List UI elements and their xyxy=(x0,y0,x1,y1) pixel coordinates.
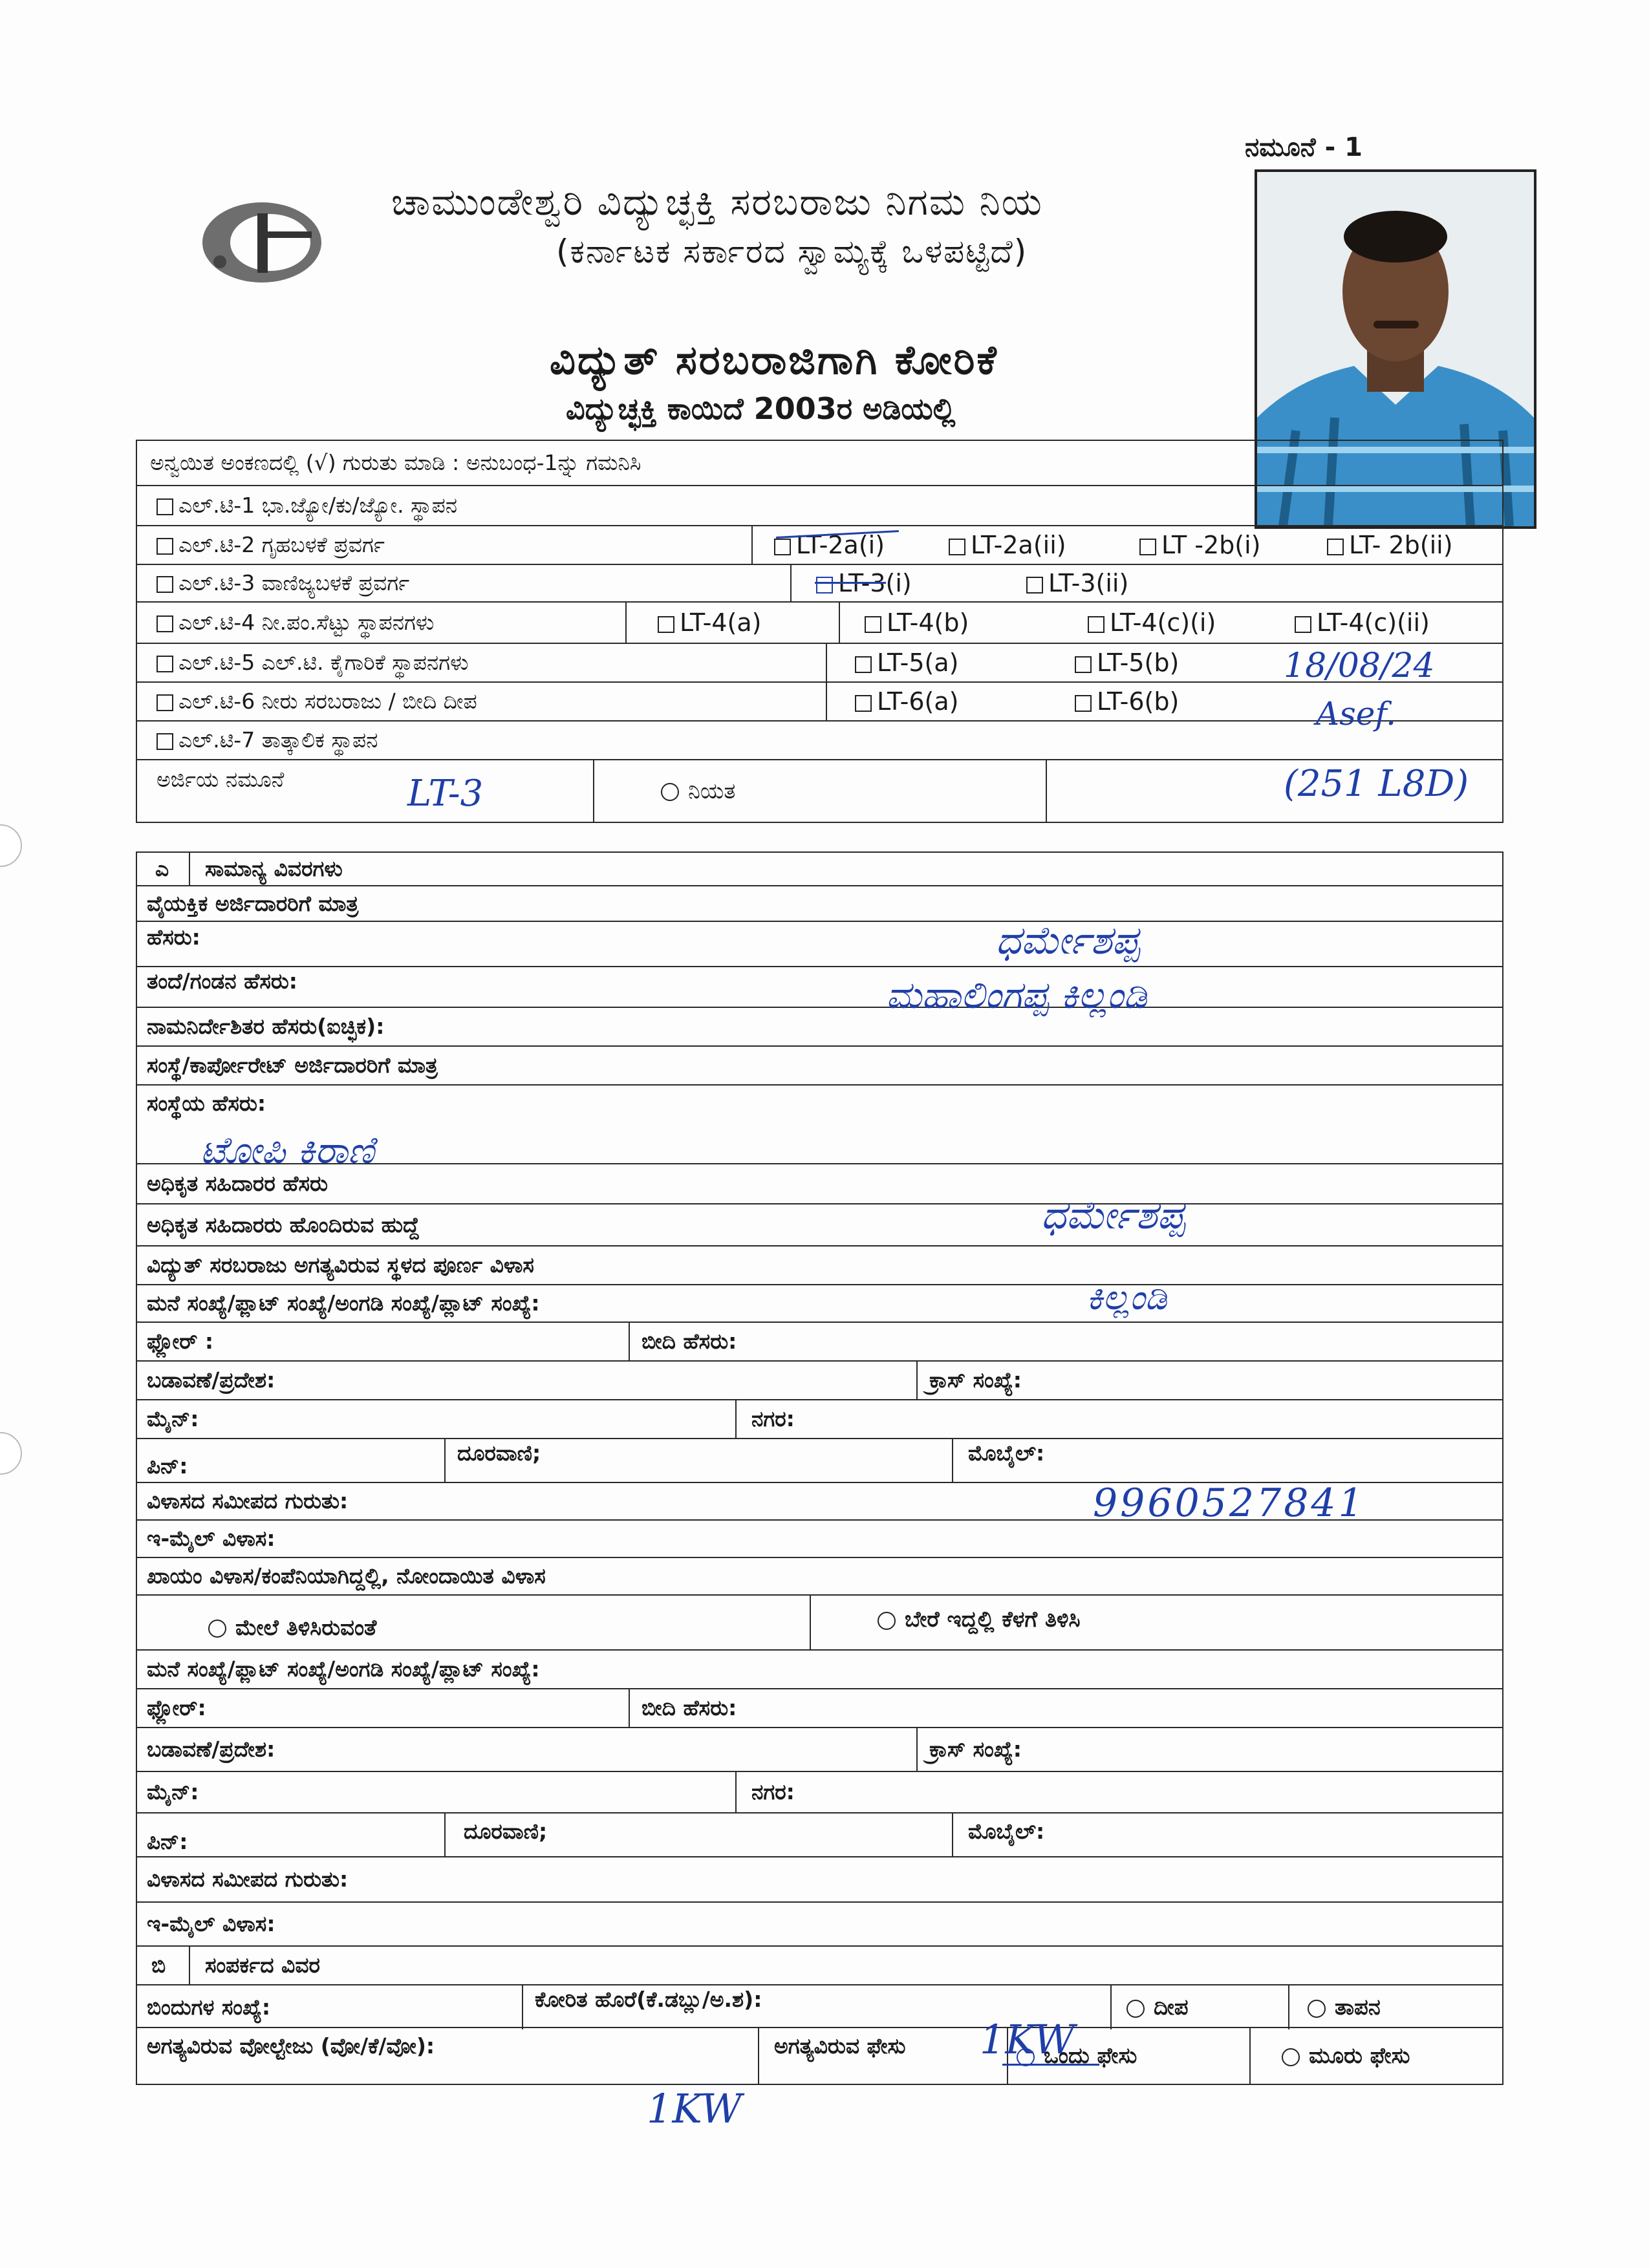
request-title: ವಿದ್ಯುತ್ ಸರಬರಾಜಿಗಾಗಿ ಕೋರಿಕೆ xyxy=(550,336,998,383)
auth-signatory-label: ಅಧಿಕೃತ ಸಹಿದಾರರ ಹೆಸರು xyxy=(147,1171,328,1196)
same-as-above-radio[interactable] xyxy=(208,1620,226,1638)
handwritten-name: ಧರ್ಮೇಶಪ್ಪ xyxy=(996,918,1140,963)
category-label: ಎಲ್.ಟಿ-2 ಗೃಹಬಳಕೆ ಪ್ರವರ್ಗ xyxy=(178,532,385,557)
strike-mark xyxy=(815,582,886,584)
category-label: ಎಲ್.ಟಿ-3 ವಾಣಿಜ್ಯಬಳಕೆ ಪ್ರವರ್ಗ xyxy=(178,570,410,595)
load-label: ಕೋರಿತ ಹೊರೆ(ಕೆ.ಡಬ್ಲು/ಅ.ಶ): xyxy=(535,1987,762,2012)
corporate-heading: ಸಂಸ್ಥೆ/ಕಾರ್ಪೋರೇಟ್ ಅರ್ಜಿದಾರರಿಗೆ ಮಾತ್ರ xyxy=(147,1053,438,1078)
three-phase-label: ಮೂರು ಫೇಸು xyxy=(1309,2043,1410,2069)
option-label: LT-2a(ii) xyxy=(971,531,1066,559)
city-label-2: ನಗರ: xyxy=(751,1779,795,1804)
lt7-checkbox[interactable] xyxy=(156,733,173,750)
single-phase-label: ಒಂದು ಫೇಸು xyxy=(1044,2043,1137,2069)
lt2bii-checkbox[interactable] xyxy=(1327,539,1344,555)
lt2bi-checkbox[interactable] xyxy=(1139,539,1156,555)
handwritten-mobile: 9960527841 xyxy=(1093,1481,1366,1526)
email-label-2: ಇ-ಮೈಲ್ ವಿಳಾಸ: xyxy=(147,1911,275,1936)
email-label: ಇ-ಮೈಲ್ ವಿಳಾಸ: xyxy=(147,1526,275,1551)
request-subtitle: ವಿದ್ಯುಚ್ಛಕ್ತಿ ಕಾಯಿದೆ 2003ರ ಅಡಿಯಲ್ಲಿ xyxy=(566,391,956,426)
section-b-header xyxy=(137,1947,1502,1985)
street-label-2: ಬೀದಿ ಹೆಸರು: xyxy=(641,1695,737,1720)
cross-label-2: ಕ್ರಾಸ್ ಸಂಖ್ಯೆ: xyxy=(929,1737,1022,1762)
auth-position-label: ಅಧಿಕೃತ ಸಹಿದಾರರು ಹೊಂದಿರುವ ಹುದ್ದೆ xyxy=(147,1212,420,1237)
floor-label-2: ಫ್ಲೋರ್: xyxy=(147,1695,206,1720)
permanent-address-label: ಖಾಯಂ ವಿಳಾಸ/ಕಂಪೆನಿಯಾಗಿದ್ದಲ್ಲಿ, ನೋಂದಾಯಿತ ವಿಳಾಸ xyxy=(147,1563,546,1589)
option-label: LT-4(a) xyxy=(680,608,762,637)
phase-label: ಅಗತ್ಯವಿರುವ ಫೇಸು xyxy=(774,2033,906,2059)
layout-label-2: ಬಡಾವಣೆ/ಪ್ರದೇಶ: xyxy=(147,1737,275,1762)
lt5-checkbox[interactable] xyxy=(156,656,173,672)
handwritten-auth-signatory: ಧರ್ಮೇಶಪ್ಪ xyxy=(1041,1193,1185,1238)
three-phase-radio[interactable] xyxy=(1282,2048,1300,2066)
lt3i-checkbox[interactable] xyxy=(816,577,833,594)
instruction-row xyxy=(137,441,1502,486)
category-row-lt1 xyxy=(137,486,1502,526)
phone-label-2: ದೂರವಾಣಿ; xyxy=(464,1819,548,1844)
option-label: LT-5(b) xyxy=(1097,648,1180,677)
section-b-letter: ಬಿ xyxy=(151,1952,166,1978)
logo-icon xyxy=(194,194,330,291)
pin-label: ಪಿನ್: xyxy=(147,1453,188,1479)
form-number: ನಮೂನೆ - 1 xyxy=(1245,133,1363,162)
option-label: LT -2b(i) xyxy=(1161,531,1261,559)
handwritten-load: 1KW xyxy=(980,2016,1075,2063)
org-title: ಚಾಮುಂಡೇಶ್ವರಿ ವಿದ್ಯುಚ್ಛಕ್ತಿ ಸರಬರಾಜು ನಿಗಮ ನಿಯ xyxy=(391,180,1043,224)
connection-row xyxy=(137,1985,1502,2029)
option-label: LT- 2b(ii) xyxy=(1349,531,1453,559)
voltage-phase-row xyxy=(136,2027,1503,2085)
mobile-label-2: ಮೊಬೈಲ್: xyxy=(968,1819,1045,1844)
handwritten-voltage: 1KW xyxy=(647,2085,742,2132)
section-a-letter: ಎ xyxy=(155,856,169,881)
lt4a-checkbox[interactable] xyxy=(658,616,674,633)
lt1-checkbox[interactable] xyxy=(156,498,173,515)
street-label: ಬೀದಿ ಹೆಸರು: xyxy=(641,1329,737,1354)
category-row-lt2 xyxy=(137,526,1502,565)
regular-label: ನಿಯತ xyxy=(688,778,736,804)
regular-radio[interactable] xyxy=(661,783,679,801)
org-subtitle: (ಕರ್ನಾಟಕ ಸರ್ಕಾರದ ಸ್ವಾಮ್ಯಕ್ಕೆ ಒಳಪಟ್ಟಿದೆ) xyxy=(556,233,1028,270)
lt5a-checkbox[interactable] xyxy=(855,656,872,673)
nominee-label: ನಾಮನಿರ್ದೇಶಿತರ ಹೆಸರು(ಐಚ್ಛಿಕ): xyxy=(147,1014,385,1039)
handwritten-father-name: ಮಹಾಲಿಂಗಪ್ಪ ಕಿಲ್ಲಂಡಿ xyxy=(886,973,1147,1017)
handwritten-org-name: ಟೋಪಿ ಕಿರಾಣಿ xyxy=(200,1128,374,1172)
section-a-header xyxy=(137,853,1502,886)
other-address-label: ಬೇರೆ ಇದ್ದಲ್ಲಿ ಕೆಳಗೆ ತಿಳಿಸಿ xyxy=(905,1607,1081,1633)
category-label: ಎಲ್.ಟಿ-5 ಎಲ್.ಟಿ. ಕೈಗಾರಿಕೆ ಸ್ಥಾಪನಗಳು xyxy=(178,650,469,675)
option-label: LT-4(b) xyxy=(887,608,969,637)
option-label: LT-6(b) xyxy=(1097,687,1180,716)
handwritten-address: ಕಿಲ್ಲಂಡಿ xyxy=(1086,1277,1167,1318)
application-type-label: ಅರ್ಜಿಯ ನಮೂನೆ xyxy=(156,767,285,792)
instruction-text: ಅನ್ವಯಿತ ಅಂಕಣದಲ್ಲಿ (√) ಗುರುತು ಮಾಡಿ : ಅನುಬಂಧ-1ನ್ನು ಗಮನಿಸಿ xyxy=(150,450,641,475)
handwritten-signature: Asef. xyxy=(1316,695,1396,733)
category-row-lt4 xyxy=(137,603,1502,644)
section-a xyxy=(136,851,1503,2028)
handwritten-date: 18/08/24 xyxy=(1284,647,1435,685)
lt6a-checkbox[interactable] xyxy=(855,695,872,712)
lt4ci-checkbox[interactable] xyxy=(1088,616,1105,633)
name-label: ಹೆಸರು: xyxy=(147,925,200,950)
floor-label: ಫ್ಲೋರ್ : xyxy=(147,1329,214,1354)
lt5b-checkbox[interactable] xyxy=(1075,656,1092,673)
other-address-radio[interactable] xyxy=(878,1612,896,1630)
option-label: LT-3(i) xyxy=(838,569,912,597)
lt6b-checkbox[interactable] xyxy=(1075,695,1092,712)
lt4b-checkbox[interactable] xyxy=(865,616,881,633)
category-label: ಎಲ್.ಟಿ-7 ತಾತ್ಕಾಲಿಕ ಸ್ಥಾಪನ xyxy=(178,727,378,753)
heat-label: ತಾಪನ xyxy=(1335,1995,1381,2020)
main-label: ಮೈನ್: xyxy=(147,1406,199,1431)
house-no-label-2: ಮನೆ ಸಂಖ್ಯೆ/ಫ್ಲಾಟ್ ಸಂಖ್ಯೆ/ಅಂಗಡಿ ಸಂಖ್ಯೆ/ಪ್ಲಾಟ್ ಸಂಖ್ಯೆ: xyxy=(147,1656,540,1682)
section-a-title: ಸಾಮಾನ್ಯ ವಿವರಗಳು xyxy=(205,856,343,881)
house-no-label: ಮನೆ ಸಂಖ್ಯೆ/ಫ್ಲಾಟ್ ಸಂಖ್ಯೆ/ಅಂಗಡಿ ಸಂಖ್ಯೆ/ಪ್ಲಾಟ್ ಸಂಖ್ಯೆ: xyxy=(147,1290,540,1316)
light-label: ದೀಪ xyxy=(1154,1995,1189,2020)
light-radio[interactable] xyxy=(1126,2000,1145,2018)
lt3-checkbox[interactable] xyxy=(156,576,173,593)
option-label: LT-3(ii) xyxy=(1048,569,1129,597)
handwritten-application-type: LT-3 xyxy=(407,773,484,815)
heat-radio[interactable] xyxy=(1308,2000,1326,2018)
section-b-title: ಸಂಪರ್ಕದ ವಿವರ xyxy=(205,1952,320,1978)
father-name-label: ತಂದೆ/ಗಂಡನ ಹೆಸರು: xyxy=(147,968,297,994)
option-label: LT-6(a) xyxy=(877,687,959,716)
same-as-above-label: ಮೇಲೆ ತಿಳಿಸಿರುವಂತೆ xyxy=(235,1614,377,1641)
option-label: LT-4(c)(i) xyxy=(1110,608,1216,637)
voltage-label: ಅಗತ್ಯವಿರುವ ವೋಲ್ಟೇಜು (ವೋ/ಕೆ/ವೋ): xyxy=(147,2033,435,2059)
points-label: ಬಿಂದುಗಳ ಸಂಖ್ಯೆ: xyxy=(147,1995,271,2020)
individual-heading: ವೈಯಕ್ತಿಕ ಅರ್ಜಿದಾರರಿಗೆ ಮಾತ್ರ xyxy=(147,890,359,916)
category-label: ಎಲ್.ಟಿ-6 ನೀರು ಸರಬರಾಜು / ಬೀದಿ ದೀಪ xyxy=(178,689,477,714)
category-label: ಎಲ್.ಟಿ-4 ನೀ.ಪಂ.ಸೆಟ್ಟು ಸ್ಥಾಪನಗಳು xyxy=(178,610,435,635)
option-label: LT-2a(i) xyxy=(796,531,885,559)
phone-label: ದೂರವಾಣಿ; xyxy=(457,1440,541,1466)
org-name-label: ಸಂಸ್ಥೆಯ ಹೆಸರು: xyxy=(147,1091,266,1116)
cross-label: ಕ್ರಾಸ್ ಸಂಖ್ಯೆ: xyxy=(929,1367,1022,1393)
landmark-label: ವಿಳಾಸದ ಸಮೀಪದ ಗುರುತು: xyxy=(147,1488,349,1514)
option-label: LT-5(a) xyxy=(877,648,959,677)
strike-mark xyxy=(1002,2064,1099,2066)
category-row-lt7 xyxy=(137,722,1502,760)
landmark-label-2: ವಿಳಾಸದ ಸಮೀಪದ ಗುರುತು: xyxy=(147,1867,349,1892)
lt2-checkbox[interactable] xyxy=(156,538,173,555)
lt2aii-checkbox[interactable] xyxy=(949,539,965,555)
mobile-label: ಮೊಬೈಲ್: xyxy=(968,1440,1045,1466)
lt3ii-checkbox[interactable] xyxy=(1026,577,1043,594)
lt2ai-checkbox[interactable] xyxy=(774,539,791,555)
category-row-lt3 xyxy=(137,565,1502,603)
lt4-checkbox[interactable] xyxy=(156,615,173,632)
pin-label-2: ಪಿನ್: xyxy=(147,1829,188,1854)
layout-label: ಬಡಾವಣೆ/ಪ್ರದೇಶ: xyxy=(147,1367,275,1393)
category-row-lt6 xyxy=(137,683,1502,722)
city-label: ನಗರ: xyxy=(751,1406,795,1431)
handwritten-reference: (251 L8D) xyxy=(1284,763,1469,805)
lt6-checkbox[interactable] xyxy=(156,694,173,711)
lt4cii-checkbox[interactable] xyxy=(1295,616,1311,633)
category-label: ಎಲ್.ಟಿ-1 ಭಾ.ಜ್ಯೋ/ಕು/ಜ್ಯೋ. ಸ್ಥಾಪನ xyxy=(178,493,458,518)
supply-address-label: ವಿದ್ಯುತ್ ಸರಬರಾಜು ಅಗತ್ಯವಿರುವ ಸ್ಥಳದ ಪೂರ್ಣ ವಿಳಾಸ xyxy=(147,1252,534,1278)
punch-hole xyxy=(0,824,22,867)
punch-hole xyxy=(0,1432,22,1475)
option-label: LT-4(c)(ii) xyxy=(1317,608,1430,637)
main-label-2: ಮೈನ್: xyxy=(147,1779,199,1804)
